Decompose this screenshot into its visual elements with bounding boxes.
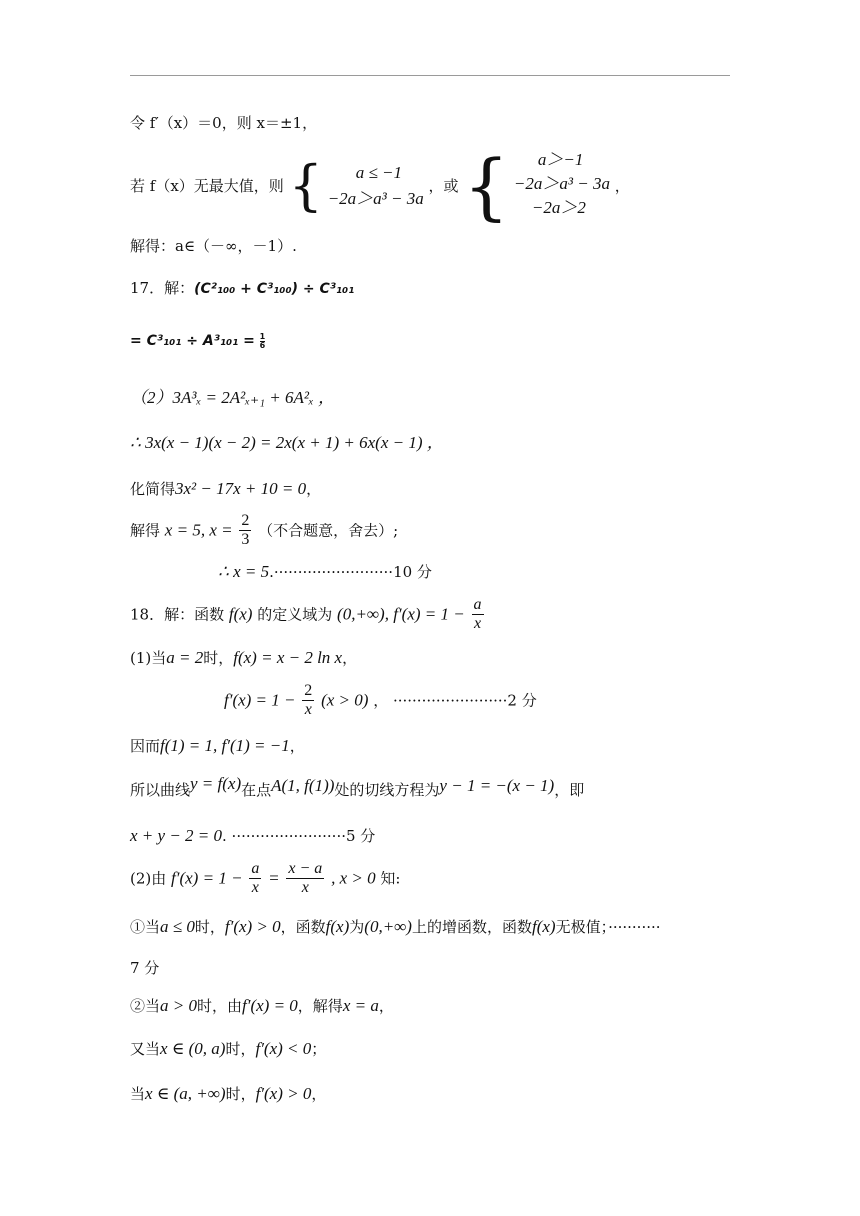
line-17-answer: ∴ x = 5.·························10 分 xyxy=(218,562,432,581)
line-problem-18: 18．解：函数 f(x) 的定义域为 (0,+∞), f′(x) = 1 − $\frac{a}{x}$ xyxy=(130,596,482,632)
fraction-x-minus-a-over-x: $\frac{x - a}{x}$ xyxy=(288,860,323,896)
line-17-solve: 解得 x = 5, x = $\frac{2}{3}$ （不合题意，舍去）; xyxy=(130,512,399,548)
line-problem-17: 17．解：(C²₁₀₀ + C³₁₀₀) ÷ C³₁₀₁ xyxy=(130,279,355,297)
line-fprime-zero: 令 f′（x）＝0，则 x＝±1， xyxy=(130,114,318,132)
line-18-score7: 7 分 xyxy=(130,959,160,977)
left-brace-1: { xyxy=(288,154,323,217)
line-18-tangent: 所以曲线y = f(x)在点A(1, f(1))处的切线方程为y − 1 = −(x − 1)，即 xyxy=(130,774,585,799)
fraction-a-over-x-2: $\frac{a}{x}$ xyxy=(251,860,260,896)
line-17-expand: ∴ 3x(x − 1)(x − 2) = 2x(x + 1) + 6x(x − 1) ， xyxy=(130,433,444,452)
line-18-part1: (1)当a = 2时，f(x) = x − 2 ln x， xyxy=(130,648,358,667)
line-18-case1: ①当a ≤ 0时，f′(x) > 0，函数f(x)为(0,+∞)上的增函数，函数f(x)无极值；··········· xyxy=(130,917,661,936)
line-17-result: = C³₁₀₁ ÷ A³₁₀₁ = $\frac{1}{6}$ xyxy=(130,331,266,350)
line-18-interval1: 又当x ∈ (0, a)时，f′(x) < 0； xyxy=(130,1039,327,1058)
fraction-one-sixth: $\frac{1}{6}$ xyxy=(259,331,266,350)
line-17-part2: （2）3A³ₓ = 2A²ₓ₊₁ + 6A²ₓ ， xyxy=(130,388,336,407)
line-18-values: 因而f(1) = 1, f′(1) = −1， xyxy=(130,736,305,755)
fraction-two-thirds: $\frac{2}{3}$ xyxy=(241,512,250,548)
fraction-2-over-x: $\frac{2}{x}$ xyxy=(304,682,313,718)
line-no-maximum: 若 f（x）无最大值，则 { a ≤ −1 −2a＞a³ − 3a ，或 { a＞−1 −2a＞a³ − 3a −2a＞2 ， xyxy=(130,144,630,228)
line-solution-a: 解得：a∈（－∞，－1）. xyxy=(130,237,297,255)
system-2: a＞−1 −2a＞a³ − 3a −2a＞2 xyxy=(513,150,610,217)
line-18-case2: ②当a > 0时，由f′(x) = 0，解得x = a， xyxy=(130,996,394,1015)
system-1: a ≤ −1 −2a＞a³ − 3a xyxy=(327,163,424,208)
fraction-a-over-x: $\frac{a}{x}$ xyxy=(473,596,482,632)
line-18-derivative: f′(x) = 1 − $\frac{2}{x}$ (x > 0) ， ························2 分 xyxy=(224,682,537,718)
line-18-interval2: 当x ∈ (a, +∞)时，f′(x) > 0， xyxy=(130,1084,327,1103)
line-17-simplify: 化简得3x² − 17x + 10 = 0， xyxy=(130,479,322,498)
line-18-tangent-result: x + y − 2 = 0. ························5 分 xyxy=(130,826,376,845)
line-18-part2: (2)由 f′(x) = 1 − $\frac{a}{x}$ = $\frac{x - a}{x}$ , x > 0 知: xyxy=(130,860,401,896)
left-brace-2: { xyxy=(463,144,510,228)
header-rule xyxy=(130,75,730,76)
